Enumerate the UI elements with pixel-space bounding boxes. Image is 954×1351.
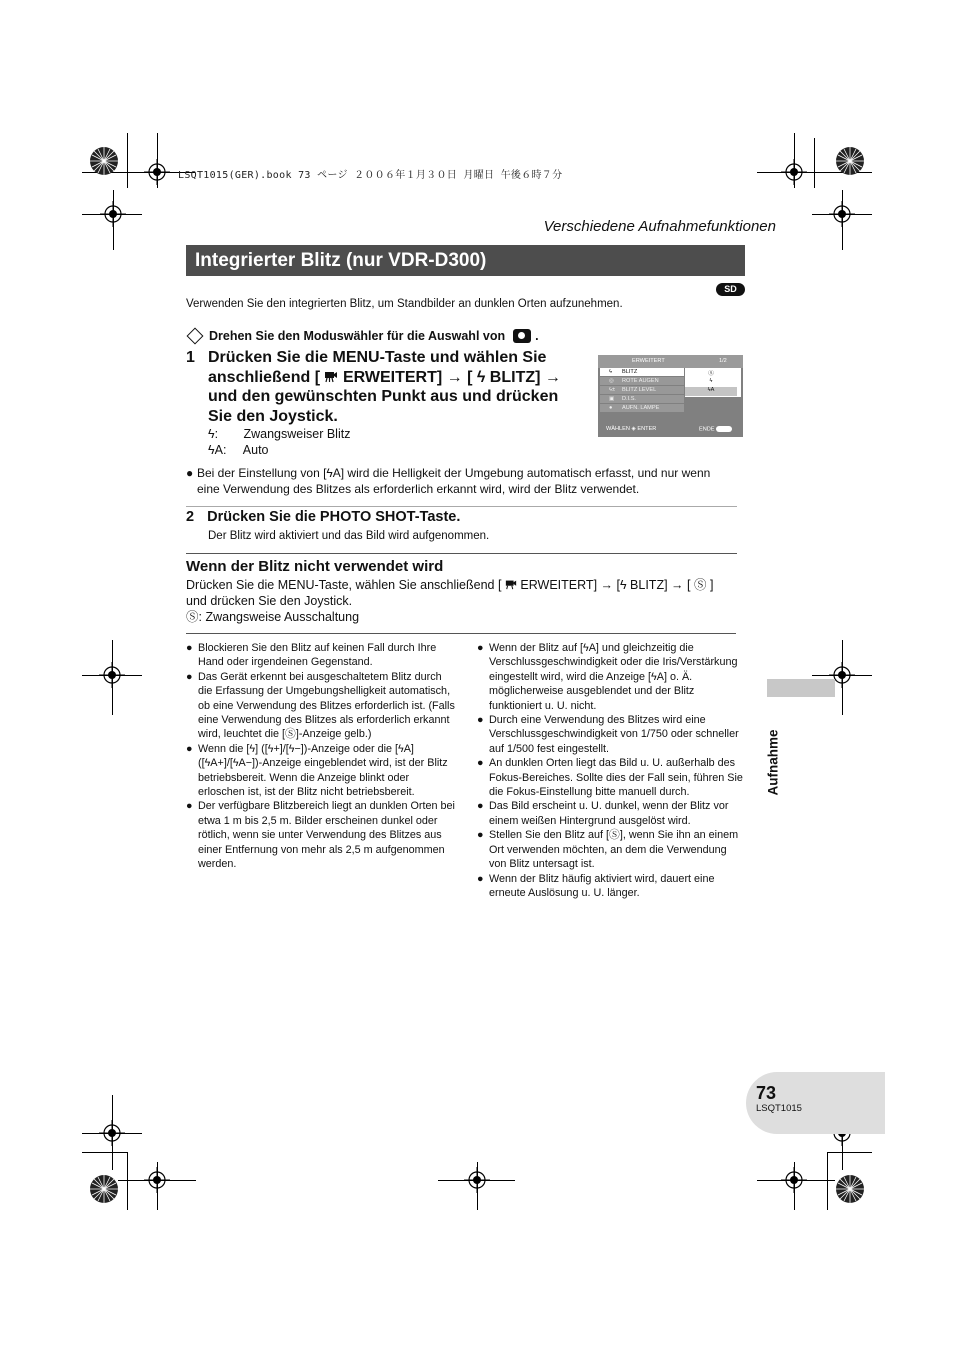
notes-left (186, 641, 458, 872)
subsection-line: : Zwangsweise Ausschaltung (198, 610, 360, 624)
menu-row-label: AUFN. LAMPE (622, 405, 660, 411)
bullet-dot: ● (186, 466, 194, 480)
chapter-label (762, 729, 786, 796)
divider (186, 633, 736, 634)
menu-row-label: ROTE AUGEN (622, 378, 659, 384)
camera-menu-icon (324, 369, 338, 383)
menu-header (598, 355, 743, 368)
menu-footer-enter: ENTER (637, 426, 657, 432)
note-item: ● Durch eine Verwendung des Blitzes wird eine Verschlussgeschwindigkeit von 1/750 oder schneller auf 1/500 fest eingestellt. (477, 714, 739, 755)
registration-mark (100, 201, 126, 227)
diamond-icon (187, 328, 204, 345)
eye-icon: ◎ (609, 378, 614, 384)
registration-mark (781, 159, 807, 185)
step-1-line: und den gewünschten Punkt aus und drücken (208, 388, 559, 406)
divider (186, 553, 737, 554)
menu-footer-end: ENDE (699, 426, 715, 433)
step-1 (186, 348, 576, 426)
note-item: ● Blockieren Sie den Blitz auf keinen Fall durch Ihre Hand oder irgendeinen Gegenstand. (186, 642, 437, 669)
menu-row (600, 386, 684, 394)
divider (186, 506, 737, 507)
menu-footer-select: WÄHLEN (606, 426, 630, 432)
starburst-mark (89, 146, 119, 176)
note-item: ● Das Gerät erkennt bei ausgeschaltetem Blitz durch die Erfassung der Umgebungshelligkeit automatisch, ob eine Verwendung des Blitzes erforderlich ist. (Falls eine Verwendung des Blitzes als erforderlich erkannt wird, leuchtet die [Ⓢ]-Anzeige gelb.) (186, 670, 455, 741)
page-code: LSQT1015 (756, 1103, 802, 1114)
registration-mark (829, 201, 855, 227)
chapter-tab (767, 679, 835, 697)
registration-mark (99, 1120, 125, 1146)
note-item: ● Wenn die [ϟ] ([ϟ+]/[ϟ−])-Anzeige oder die [ϟA] ([ϟA+]/[ϟA−])-Anzeige eingeblendet wird, ist der Blitz betriebsbereit. Wenn die Anzeige blinkt oder erloschen ist, ist der Blitz nicht betriebsbereit. (186, 742, 448, 799)
registration-mark (464, 1167, 490, 1193)
note-item: ● An dunklen Orten liegt das Bild u. U. außerhalb des Fokus-Bereiches. Sollte dies der Fall sein, führen Sie die Fokus-Einstellung bitte manuell durch. (477, 757, 743, 799)
step-1-line: ERWEITERT] → [ (342, 368, 473, 386)
option-text: Auto (242, 443, 269, 457)
page-number: 73 (756, 1083, 777, 1103)
page-title: Integrierter Blitz (nur VDR-D300) (186, 245, 745, 276)
step-number: 1 (186, 349, 195, 366)
note-item: ● Das Bild erscheint u. U. dunkel, wenn der Blitz vor einem weißen Hintergrund ausgelöst wird. (477, 800, 729, 827)
bullet-line: eine Verwendung des Blitzes als erforderlich erkannt wird, wird der Blitz verwendet. (197, 482, 640, 496)
joystick-icon: ◈ (631, 426, 636, 432)
precondition-text: Drehen Sie den Moduswähler für die Auswahl von (209, 329, 506, 343)
menu-page: 1/2 (719, 358, 727, 364)
option-text: Zwangsweiser Blitz (243, 427, 351, 441)
camera-menu-screen (598, 355, 743, 437)
option-key: ϟA: (208, 443, 227, 457)
print-header: LSQT1015(GER).book 73 ページ ２００６年１月３０日 月曜日 午後６時７分 (178, 170, 563, 181)
note-item: ● Wenn der Blitz häufig aktiviert wird, dauert eine erneute Auslösung u. U. länger. (477, 872, 715, 899)
subsection-line: Drücken Sie die MENU-Taste, wählen Sie anschließend [ (186, 578, 502, 592)
note-item: ● Der verfügbare Blitzbereich liegt an dunklen Orten bei etwa 1 m bis 2,5 m. Bilder erscheinen dunkel oder rötlich, wenn sie unter Verwendung des Blitzes aus einer Entfernung von mehr als 2,5 m aufgenommen werden. (186, 800, 455, 871)
note-text: An dunklen Orten liegt das Bild u. U. außerhalb des Fokus-Bereiches. Sollte dies der Fall sein, führen Sie die Fokus-Einstellung bitte manuell durch. (489, 757, 743, 799)
menu-option: ϟ (709, 378, 713, 384)
option-row (208, 443, 269, 457)
registration-mark (144, 1167, 170, 1193)
option-row (208, 427, 350, 441)
step-1-line: Drücken Sie die MENU-Taste und wählen Sie (208, 349, 547, 366)
note-text: Das Gerät erkennt bei ausgeschaltetem Blitz durch die Erfassung der Umgebungshelligkeit automatisch, ob eine Verwendung des Blitzes erforderlich ist. (Falls eine Verwendung des Blitzes als erforderlich erkannt wird, leuchtet die [Ⓢ]-Anzeige gelb.) (198, 670, 455, 741)
menu-button-icon (716, 426, 732, 432)
menu-row (600, 368, 684, 376)
chapter-label-text: Aufnahme (765, 729, 781, 796)
note-item: ● Wenn der Blitz auf [ϟA] und gleichzeitig die Verschlussgeschwindigkeit oder die Iris/Verstärkung eingestellt wird, wird die Anzeige [ϟA] o. Ä. möglicherweise ausgeblendet und der Blitz funktioniert u. U. nicht. (477, 642, 738, 712)
section-title: Verschiedene Aufnahmefunktionen (543, 218, 776, 235)
starburst-mark (89, 1174, 119, 1204)
option-key: ϟ: (208, 427, 219, 441)
subsection-line: ] (709, 578, 714, 592)
starburst-mark (835, 146, 865, 176)
precondition-end: . (535, 329, 539, 343)
note-item: ● Stellen Sie den Blitz auf [Ⓢ], wenn Sie ihn an einem Ort verwenden möchten, an dem die Verwendung von Blitz untersagt ist. (477, 829, 739, 871)
note-text: Wenn der Blitz häufig aktiviert wird, dauert eine erneute Auslösung u. U. länger. (489, 872, 715, 899)
flash-off-icon: Ⓢ (186, 610, 199, 624)
registration-mark (144, 159, 170, 185)
menu-option: Ⓢ (708, 371, 714, 377)
step-2-text: Drücken Sie die PHOTO SHOT-Taste. (207, 509, 461, 525)
menu-row (600, 404, 684, 412)
registration-mark (99, 662, 125, 688)
menu-row-label: D.I.S. (622, 396, 636, 402)
flash-icon: ϟ (609, 369, 612, 375)
note-text: Blockieren Sie den Blitz auf keinen Fall durch Ihre Hand oder irgendeinen Gegenstand. (198, 642, 437, 669)
lamp-icon: ● (609, 405, 613, 411)
note-text: Der verfügbare Blitzbereich liegt an dunklen Orten bei etwa 1 m bis 2,5 m. Bilder erscheinen dunkel oder rötlich, wenn sie unter Verwendung des Blitzes aus einer Entfernung von mehr als 2,5 m aufgenommen werden. (198, 800, 455, 871)
intro-text: Verwenden Sie den integrierten Blitz, um Standbilder an dunklen Orten aufzunehmen. (186, 298, 623, 310)
menu-row-label: BLITZ LEVEL (622, 387, 657, 393)
note-text: Wenn der Blitz auf [ϟA] und gleichzeitig die Verschlussgeschwindigkeit oder die Iris/Verstärkung eingestellt wird, wird die Anzeige [ϟA] o. Ä. möglicherweise ausgeblendet und der Blitz funktioniert u. U. nicht. (489, 642, 738, 712)
subsection-line: ERWEITERT] → [ϟ BLITZ] → [ (520, 578, 691, 592)
subsection-heading: Wenn der Blitz nicht verwendet wird (186, 558, 444, 575)
registration-mark (781, 1167, 807, 1193)
step-number: 2 (186, 509, 195, 525)
note-text: Durch eine Verwendung des Blitzes wird eine Verschlussgeschwindigkeit von 1/750 oder schneller auf 1/500 fest eingestellt. (489, 714, 739, 755)
menu-row (600, 395, 684, 403)
flash-icon: ϟ (476, 368, 486, 386)
sd-badge: SD (716, 283, 745, 296)
stabilizer-icon: ▣ (609, 396, 615, 402)
menu-options (685, 368, 741, 397)
flash-off-icon: Ⓢ (693, 578, 707, 592)
note-text: Das Bild erscheint u. U. dunkel, wenn der Blitz vor einem weißen Hintergrund ausgelöst wird. (489, 800, 729, 827)
step-1-line: anschließend [ (208, 368, 321, 386)
menu-option-selected: ϟA (685, 387, 737, 396)
camera-icon (513, 329, 531, 343)
step-2 (186, 509, 460, 525)
camera-menu-icon (505, 578, 517, 590)
subsection-line: und drücken Sie den Joystick. (186, 594, 353, 608)
subsection-body (186, 577, 746, 625)
note-text: Stellen Sie den Blitz auf [Ⓢ], wenn Sie ihn an einem Ort verwenden möchten, an dem die Verwendung von Blitz untersagt ist. (489, 829, 739, 871)
step-1-line: BLITZ] → (489, 368, 561, 386)
bullet-line: Bei der Einstellung von [ϟA] wird die Helligkeit der Umgebung automatisch erfasst, und nur wenn (197, 466, 711, 480)
notes-right (477, 641, 744, 900)
menu-row-label: BLITZ (622, 369, 638, 375)
bullet-auto-flash (186, 465, 746, 497)
note-text: Wenn die [ϟ] ([ϟ+]/[ϟ−])-Anzeige oder die [ϟA] ([ϟA+]/[ϟA−])-Anzeige eingeblendet wird, ist der Blitz betriebsbereit. Wenn die Anzeige blinkt oder erloschen ist, ist der Blitz nicht betriebsbereit. (198, 742, 448, 799)
starburst-mark (835, 1174, 865, 1204)
menu-header-title: ERWEITERT (632, 358, 665, 364)
step-1-line: Sie den Joystick. (208, 407, 338, 425)
precondition (186, 329, 539, 343)
step-2-subtext: Der Blitz wird aktiviert und das Bild wird aufgenommen. (208, 530, 490, 542)
menu-row (600, 377, 684, 385)
menu-footer (598, 423, 743, 434)
flash-level-icon: ϟ± (609, 387, 616, 393)
